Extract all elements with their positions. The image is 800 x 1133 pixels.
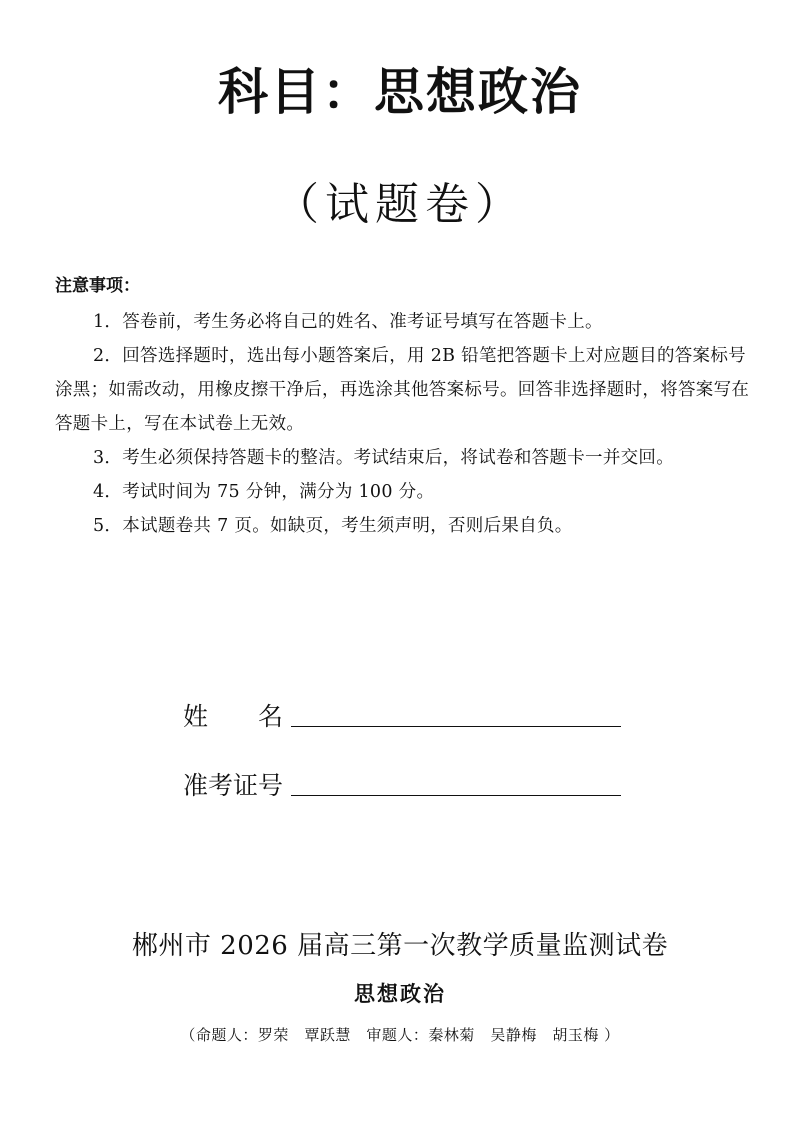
notice-item: 5．本试题卷共 7 页。如缺页，考生须声明，否则后果自负。: [93, 516, 573, 536]
subject-title: 科目：思想政治: [218, 63, 582, 121]
name-field: [183, 697, 621, 733]
name-field-label: 姓 名: [183, 702, 284, 731]
notice-item: 4．考试时间为 75 分钟，满分为 100 分。: [93, 482, 435, 502]
exam-title: 郴州市 2026 届高三第一次教学质量监测试卷: [131, 931, 669, 961]
notice-item: 1．答卷前，考生务必将自己的姓名、准考证号填写在答题卡上。: [93, 312, 603, 332]
exam-id-field: [183, 766, 621, 802]
exam-id-blank-line[interactable]: [291, 795, 621, 796]
paper-type-subtitle: （试题卷）: [275, 179, 525, 230]
notice-heading: 注意事项：: [55, 276, 140, 296]
notice-item: 3．考生必须保持答题卡的整洁。考试结束后，将试卷和答题卡一并交回。: [93, 448, 675, 468]
footer-subject: 思想政治: [354, 982, 446, 1006]
exam-id-field-label: 准考证号: [183, 771, 284, 800]
authors-credits: （命题人：罗荣 覃跃慧 审题人：秦林菊 吴静梅 胡玉梅 ）: [180, 1026, 620, 1044]
notice-list: [55, 305, 755, 543]
name-blank-line[interactable]: [291, 726, 621, 727]
notice-item: 2．回答选择题时，选出每小题答案后，用 2B 铅笔把答题卡上对应题目的答案标号涂黑；如需改动，用橡皮擦干净后，再选涂其他答案标号。回答非选择题时，将答案写在答题卡上，写在本试卷上无效。: [55, 346, 750, 434]
